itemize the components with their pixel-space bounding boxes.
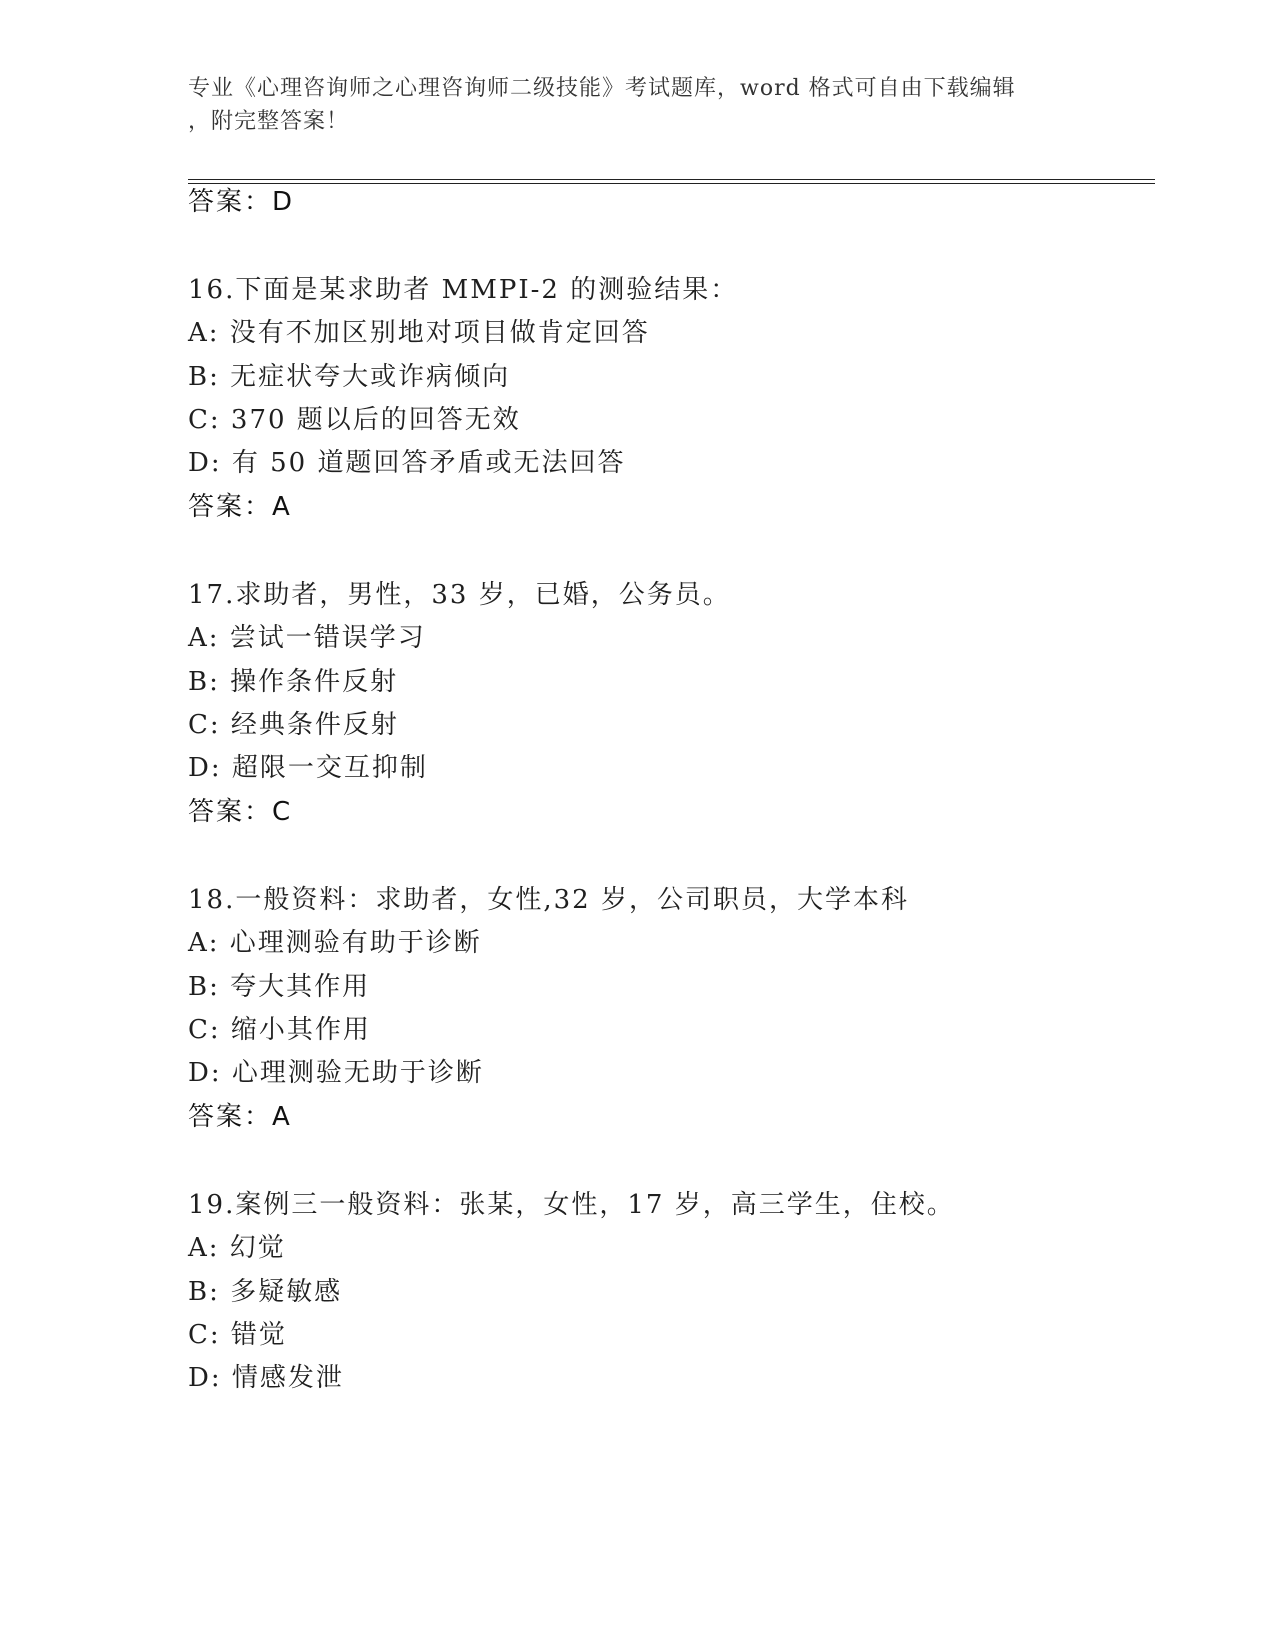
option-b: B: 多疑敏感 bbox=[188, 1277, 343, 1307]
option-c: C: 370 题以后的回答无效 bbox=[188, 405, 521, 435]
option-d: D: 有 50 道题回答矛盾或无法回答 bbox=[188, 448, 626, 478]
option-b: B: 操作条件反射 bbox=[188, 667, 399, 697]
answer-line: 答案：C bbox=[188, 797, 293, 827]
option-a: A: 尝试一错误学习 bbox=[188, 623, 426, 653]
question-stem: 18.一般资料：求助者，女性,32 岁，公司职员，大学本科 bbox=[188, 885, 909, 915]
option-c: C: 缩小其作用 bbox=[188, 1015, 371, 1045]
option-b: B: 无症状夸大或诈病倾向 bbox=[188, 362, 511, 392]
option-c: C: 经典条件反射 bbox=[188, 710, 399, 740]
option-a: A: 幻觉 bbox=[188, 1233, 286, 1263]
question-stem: 17.求助者，男性，33 岁，已婚，公务员。 bbox=[188, 580, 731, 610]
option-c: C: 错觉 bbox=[188, 1320, 287, 1350]
header-line-1: 专业《心理咨询师之心理咨询师二级技能》考试题库，word 格式可自由下载编辑 bbox=[188, 76, 1016, 101]
header-divider-bottom bbox=[188, 183, 1155, 184]
document-header bbox=[188, 72, 1088, 138]
answer-line: 答案：D bbox=[188, 187, 295, 217]
option-d: D: 心理测验无助于诊断 bbox=[188, 1058, 484, 1088]
answer-line: 答案：A bbox=[188, 1102, 292, 1132]
option-a: A: 没有不加区别地对项目做肯定回答 bbox=[188, 318, 650, 348]
option-b: B: 夸大其作用 bbox=[188, 972, 371, 1002]
header-line-2: ，附完整答案！ bbox=[188, 109, 350, 134]
option-d: D: 超限一交互抑制 bbox=[188, 753, 428, 783]
header-divider-top bbox=[188, 179, 1155, 180]
question-stem: 19.案例三一般资料：张某，女性，17 岁，高三学生，住校。 bbox=[188, 1190, 955, 1220]
option-d: D: 情感发泄 bbox=[188, 1363, 344, 1393]
question-stem: 16.下面是某求助者 MMPI-2 的测验结果： bbox=[188, 275, 739, 305]
option-a: A: 心理测验有助于诊断 bbox=[188, 928, 482, 958]
answer-line: 答案：A bbox=[188, 492, 292, 522]
